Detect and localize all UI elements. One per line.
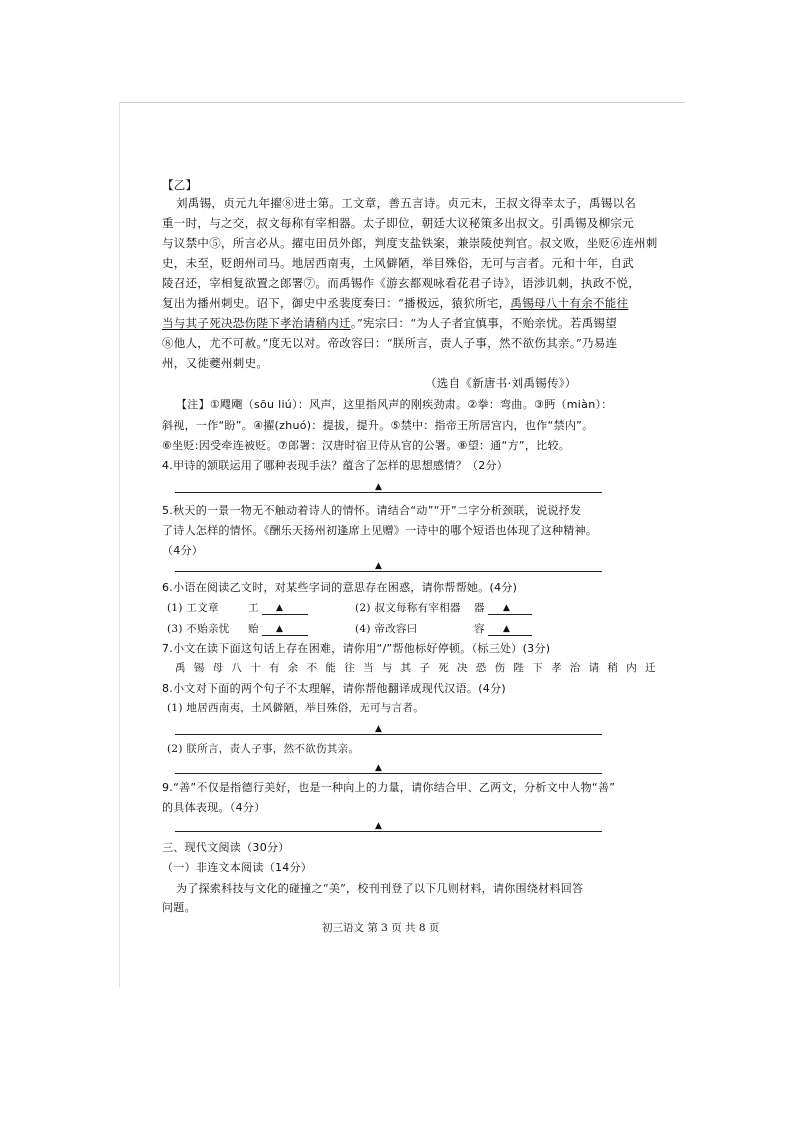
q6-item-3-blank[interactable] [262,635,308,636]
question-9-line-2: 的具体表现。（4分） [162,801,266,814]
underlined-phrase-1: 禹锡母八十有余不能往 [510,296,629,310]
answer-marker-q5: ▲ [375,561,382,571]
q6-item-3-label: (3) 不贻亲忧 [167,623,230,635]
note-line-1: 【注】①飕飗（sōu liú）：风声，这里指风声的刚疾劲肃。②拳：弯曲。③眄（miàn）： [176,398,613,411]
question-8-2: (2) 朕所言，责人子事，然不欲伤其亲。 [167,743,360,755]
passage-line-2: 重一时，与之交，叔文每称有宰相器。太子即位，朝廷大议秘策多出叔文。引禹锡及柳宗元 [162,216,634,230]
q6-item-1-label: (1) 工文章 [167,602,219,614]
passage-line-9: 州，又徙夔州刺史。 [162,356,269,370]
q6-item-1-blank[interactable] [262,614,308,615]
answer-marker-q8-1: ▲ [375,724,382,734]
passage-line-5: 陵召还，宰相复欲置之郎署⑦。而禹锡作《游玄都观咏看花君子诗》，语涉讥刺，执政不悦， [162,276,641,290]
answer-marker-q8-2: ▲ [375,763,382,773]
passage-source: （选自《新唐书·刘禹锡传》） [425,376,577,390]
underlined-phrase-2: 当与其子死决恐伤陛下孝治请稍内迁 [162,316,351,330]
q6-item-2-word: 器 [474,602,485,614]
question-5-line-1: 5.秋天的一景一物无不触动着诗人的情怀。请结合“动”“开”二字分析颈联，说说抒发 [162,504,582,517]
answer-line-q9[interactable] [175,831,602,832]
page-footer: 初三语文 第 3 页 共 8 页 [322,922,440,934]
answer-line-q8-1[interactable] [175,734,602,735]
passage-line-6-text: 复出为播州刺史。诏下，御史中丞裴度奏曰：“播极远，猿狖所宅， [162,296,511,310]
section-3-title: 三、现代文阅读（30分） [162,841,290,854]
q6-item-4-label: (4) 帝改容曰 [355,623,418,635]
section-3-subtitle: （一）非连文本阅读（14分） [162,861,313,874]
q6-item-4-blank[interactable] [488,635,532,636]
passage-line-4: 史，未至，贬朗州司马。地居西南夷，土风僻陋，举目殊俗，无可与言者。元和十年，自武 [162,256,634,270]
q6-item-1-marker: ▲ [276,603,283,613]
q6-item-2-marker: ▲ [503,603,510,613]
answer-marker-q9: ▲ [375,821,382,831]
passage-line-7-rest: 。”宪宗曰：“为人子者宜慎事，不贻亲忧。若禹锡望 [350,316,618,330]
answer-line-q4[interactable] [175,492,602,493]
q6-item-2-blank[interactable] [488,614,532,615]
answer-marker-q4: ▲ [375,482,382,492]
question-8-1: (1) 地居西南夷，土风僻陋，举目殊俗，无可与言者。 [167,702,425,714]
passage-line-8: ⑧他人，尤不可赦。”度无以对。帝改容曰：“朕所言，责人子事，然不欲伤其亲。”乃易连 [162,336,618,350]
passage-line-6 [162,296,628,311]
answer-line-q5[interactable] [175,571,602,572]
question-7: 7.小文在读下面这句话上存在困难，请你用“/”帮他标好停顿。（标三处）(3分) [162,642,551,655]
q6-item-4-marker: ▲ [503,624,510,634]
passage-line-7 [162,316,617,331]
q6-item-3-word: 贻 [248,623,259,635]
question-5-line-3: （4分） [162,544,204,557]
section-3-intro-line-2: 问题。 [162,901,196,914]
answer-line-q8-2[interactable] [175,773,602,774]
q6-item-4-word: 容 [474,623,485,635]
q6-item-3-marker: ▲ [276,624,283,634]
passage-label: 【乙】 [162,178,198,192]
note-line-3: ⑥坐贬:因受牵连被贬。⑦郎署：汉唐时宿卫侍从官的公署。⑧望：通“方”，比较。 [162,439,571,452]
question-5-line-2: 了诗人怎样的情怀。《酬乐天扬州初逢席上见赠》一诗中的哪个短语也体现了这种精神。 [162,524,598,537]
passage-line-1: 刘禹锡，贞元九年擢⑧进士第。工文章，善五言诗。贞元末，王叔文得幸太子，禹锡以名 [176,196,637,210]
section-3-intro-line-1: 为了探索科技与文化的碰撞之“美”，校刊刊登了以下几则材料，请你围绕材料回答 [176,882,584,895]
q7-sentence[interactable]: 禹锡母八十有余不能往当与其子死决恐伤陛下孝治请稍内迁 [175,662,664,674]
note-line-2: 斜视，一作“盼”。④擢(zhuó)：提拔，提升。⑤禁中：指帝王所居宫内，也作“禁内”。 [162,419,594,432]
passage-line-3: 与议禁中⑤，所言必从。擢屯田员外郎，判度支盐铁案，兼崇陵使判官。叔文败，坐贬⑥连州刺 [162,236,658,250]
q6-item-2-label: (2) 叔文每称有宰相器 [355,602,461,614]
question-9-line-1: 9.“善”不仅是指德行美好，也是一种向上的力量，请你结合甲、乙两文，分析文中人物“善” [162,781,616,794]
question-8: 8.小文对下面的两个句子不太理解，请你帮他翻译成现代汉语。(4分) [162,682,506,695]
question-4: 4.甲诗的颔联运用了哪种表现手法？蕴含了怎样的思想感情？（2分） [162,459,509,472]
question-6: 6.小语在阅读乙文时，对某些字词的意思存在困惑，请你帮帮她。(4分) [162,581,518,594]
q6-item-1-word: 工 [248,602,259,614]
